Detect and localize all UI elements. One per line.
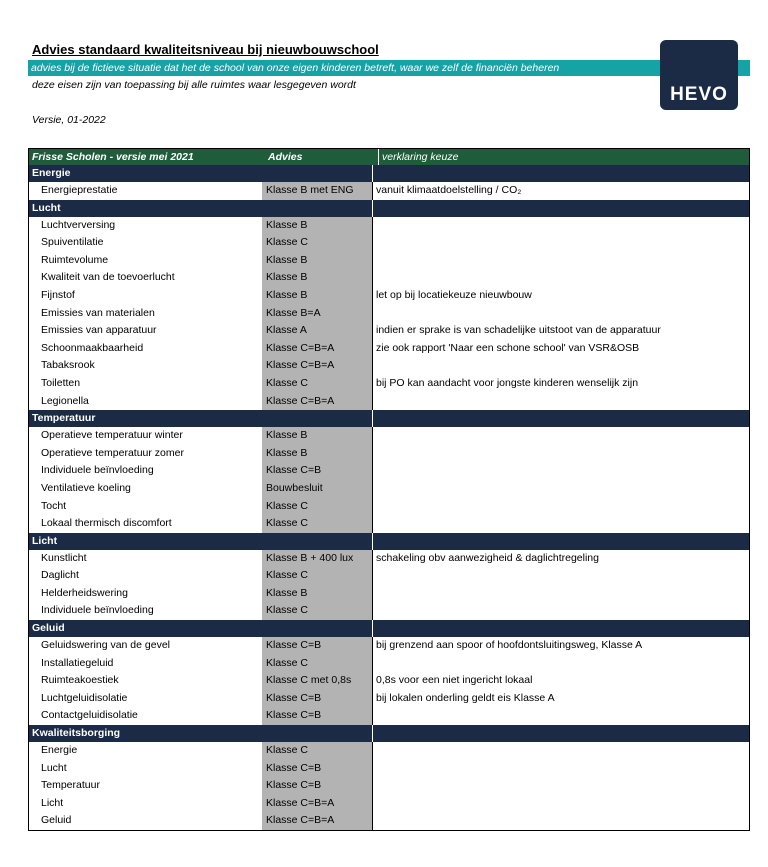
- advies-cell: Klasse C: [262, 234, 372, 252]
- section-spacer: [372, 620, 749, 637]
- advies-cell: Klasse C=B: [262, 637, 372, 655]
- verklaring-cell: [372, 445, 749, 463]
- table-row: [29, 602, 749, 620]
- table-row: [29, 217, 749, 235]
- section-spacer: [372, 165, 749, 182]
- verklaring-cell: schakeling obv aanwezigheid & daglichtregeling: [372, 550, 749, 568]
- section-header: [29, 165, 749, 182]
- table-row: [29, 795, 749, 813]
- verklaring-cell: [372, 269, 749, 287]
- advies-cell: Klasse C: [262, 742, 372, 760]
- advies-cell: Klasse C=B=A: [262, 340, 372, 358]
- table-row: [29, 480, 749, 498]
- table-row: [29, 462, 749, 480]
- criterion-cell: Toiletten: [41, 376, 81, 389]
- hevo-logo: HEVO: [660, 40, 738, 110]
- table-row: [29, 777, 749, 795]
- table-row: [29, 357, 749, 375]
- advies-cell: Klasse B: [262, 427, 372, 445]
- table-row: [29, 567, 749, 585]
- advies-cell: Klasse C=B: [262, 462, 372, 480]
- verklaring-cell: [372, 742, 749, 760]
- section-title: Geluid: [32, 622, 65, 635]
- verklaring-cell: [372, 393, 749, 411]
- table-header: [29, 149, 749, 165]
- verklaring-cell: [372, 585, 749, 603]
- section-header: [29, 620, 749, 637]
- criterion-cell: Legionella: [41, 394, 89, 407]
- verklaring-cell: [372, 567, 749, 585]
- verklaring-cell: 0,8s voor een niet ingericht lokaal: [372, 672, 749, 690]
- criterion-cell: Energie: [41, 744, 78, 757]
- table-row: [29, 182, 749, 200]
- verklaring-cell: [372, 305, 749, 323]
- advies-cell: Klasse B: [262, 252, 372, 270]
- section-title: Energie: [32, 167, 71, 179]
- advies-cell: Klasse B: [262, 217, 372, 235]
- verklaring-cell: [372, 357, 749, 375]
- advies-cell: Klasse C=B=A: [262, 812, 372, 830]
- verklaring-cell: [372, 812, 749, 830]
- criterion-cell: Lokaal thermisch discomfort: [41, 517, 172, 530]
- criterion-cell: Emissies van materialen: [41, 306, 155, 319]
- advies-cell: Klasse C=B: [262, 690, 372, 708]
- verklaring-cell: [372, 252, 749, 270]
- verklaring-cell: [372, 655, 749, 673]
- verklaring-cell: [372, 234, 749, 252]
- criterion-cell: Lucht: [41, 761, 67, 774]
- table-row: [29, 445, 749, 463]
- section-header: [29, 533, 749, 550]
- advies-cell: Klasse C: [262, 655, 372, 673]
- scope-note: deze eisen zijn van toepassing bij alle ruimtes waar lesgegeven wordt: [32, 79, 356, 91]
- criterion-cell: Ventilatieve koeling: [41, 481, 131, 494]
- teal-subtitle-bar: advies bij de fictieve situatie dat het de school van onze eigen kinderen betreft, waar we zelf de financiën beheren: [28, 60, 750, 76]
- criterion-cell: Ruimteakoestiek: [41, 674, 119, 687]
- advies-cell: Klasse B: [262, 269, 372, 287]
- verklaring-cell: let op bij locatiekeuze nieuwbouw: [372, 287, 749, 305]
- criterion-cell: Individuele beïnvloeding: [41, 464, 154, 477]
- table-row: [29, 287, 749, 305]
- table-row: [29, 322, 749, 340]
- verklaring-cell: [372, 217, 749, 235]
- advies-cell: Klasse C met 0,8s: [262, 672, 372, 690]
- table-row: [29, 742, 749, 760]
- table-row: [29, 760, 749, 778]
- table-row: [29, 252, 749, 270]
- criterion-cell: Schoonmaakbaarheid: [41, 341, 144, 354]
- section-spacer: [372, 725, 749, 742]
- table-row: [29, 707, 749, 725]
- criterion-cell: Geluid: [41, 814, 72, 827]
- table-row: [29, 269, 749, 287]
- verklaring-cell: [372, 480, 749, 498]
- section-header: [29, 200, 749, 217]
- verklaring-cell: [372, 760, 749, 778]
- section-spacer: [372, 410, 749, 427]
- table-row: [29, 585, 749, 603]
- table-row: [29, 305, 749, 323]
- advies-cell: Klasse B: [262, 445, 372, 463]
- advies-cell: Klasse C=B=A: [262, 795, 372, 813]
- advies-cell: Klasse C: [262, 375, 372, 393]
- section-header: [29, 725, 749, 742]
- table-row: [29, 375, 749, 393]
- criterion-cell: Tabaksrook: [41, 359, 95, 372]
- table-row: [29, 340, 749, 358]
- advies-cell: Klasse C=B=A: [262, 357, 372, 375]
- column-header-item: Frisse Scholen - versie mei 2021: [32, 151, 194, 163]
- advies-cell: Klasse C=B: [262, 777, 372, 795]
- advies-cell: Klasse B met ENG: [262, 182, 372, 200]
- criterion-cell: Luchtgeluidisolatie: [41, 691, 128, 704]
- advies-cell: Klasse A: [262, 322, 372, 340]
- advies-cell: Klasse B: [262, 287, 372, 305]
- criterion-cell: Individuele beïnvloeding: [41, 604, 154, 617]
- verklaring-cell: [372, 777, 749, 795]
- table-row: [29, 427, 749, 445]
- criterion-cell: Helderheidswering: [41, 586, 128, 599]
- table-row: [29, 393, 749, 411]
- section-title: Temperatuur: [32, 412, 96, 425]
- criterion-cell: Installatiegeluid: [41, 656, 114, 669]
- section-header: [29, 410, 749, 427]
- table-row: [29, 515, 749, 533]
- criterion-cell: Tocht: [41, 499, 67, 512]
- verklaring-cell: [372, 602, 749, 620]
- table-row: [29, 498, 749, 516]
- criterion-cell: Operatieve temperatuur winter: [41, 429, 183, 442]
- verklaring-cell: [372, 427, 749, 445]
- advies-cell: Klasse C=B: [262, 707, 372, 725]
- advies-cell: Klasse C: [262, 567, 372, 585]
- advies-cell: Klasse C: [262, 515, 372, 533]
- verklaring-cell: bij lokalen onderling geldt eis Klasse A: [372, 690, 749, 708]
- criterion-cell: Contactgeluidisolatie: [41, 709, 138, 722]
- section-title: Lucht: [32, 201, 61, 214]
- criterion-cell: Energieprestatie: [41, 184, 118, 196]
- verklaring-cell: [372, 462, 749, 480]
- table-row: [29, 637, 749, 655]
- criterion-cell: Kunstlicht: [41, 551, 87, 564]
- criterion-cell: Geluidswering van de gevel: [41, 639, 170, 652]
- verklaring-cell: zie ook rapport 'Naar een schone school' van VSR&OSB: [372, 340, 749, 358]
- criterion-cell: Daglicht: [41, 569, 79, 582]
- table-row: [29, 672, 749, 690]
- advies-cell: Klasse B + 400 lux: [262, 550, 372, 568]
- table-row: [29, 812, 749, 830]
- verklaring-cell: [372, 515, 749, 533]
- verklaring-cell: [372, 498, 749, 516]
- verklaring-cell: [372, 795, 749, 813]
- verklaring-cell: vanuit klimaatdoelstelling / CO₂: [372, 182, 749, 200]
- advies-cell: Bouwbesluit: [262, 480, 372, 498]
- section-spacer: [372, 533, 749, 550]
- advies-cell: Klasse B=A: [262, 305, 372, 323]
- column-header-verklaring: verklaring keuze: [378, 149, 749, 165]
- advies-cell: Klasse B: [262, 585, 372, 603]
- advies-cell: Klasse C=B=A: [262, 393, 372, 411]
- criterion-cell: Spuiventilatie: [41, 236, 104, 249]
- criterion-cell: Operatieve temperatuur zomer: [41, 446, 184, 459]
- table-body: [29, 165, 749, 830]
- advies-cell: Klasse C=B: [262, 760, 372, 778]
- verklaring-cell: [372, 707, 749, 725]
- criterion-cell: Kwaliteit van de toevoerlucht: [41, 271, 175, 284]
- section-title: Licht: [32, 534, 58, 547]
- column-header-advies: Advies: [268, 151, 303, 163]
- table-row: [29, 655, 749, 673]
- criterion-cell: Licht: [41, 796, 64, 809]
- criterion-cell: Temperatuur: [41, 779, 100, 792]
- advies-cell: Klasse C: [262, 602, 372, 620]
- section-spacer: [372, 200, 749, 217]
- version-label: Versie, 01-2022: [32, 114, 106, 126]
- criterion-cell: Ruimtevolume: [41, 253, 109, 266]
- table-row: [29, 690, 749, 708]
- criterion-cell: Fijnstof: [41, 288, 75, 301]
- verklaring-cell: bij PO kan aandacht voor jongste kinderen wenselijk zijn: [372, 375, 749, 393]
- table-row: [29, 550, 749, 568]
- verklaring-cell: bij grenzend aan spoor of hoofdontsluitingsweg, Klasse A: [372, 637, 749, 655]
- page-title: Advies standaard kwaliteitsniveau bij nieuwbouwschool: [32, 42, 379, 57]
- criterion-cell: Emissies van apparatuur: [41, 324, 157, 337]
- advies-cell: Klasse C: [262, 498, 372, 516]
- section-title: Kwaliteitsborging: [32, 727, 121, 740]
- criterion-cell: Luchtverversing: [41, 218, 116, 231]
- table-row: [29, 234, 749, 252]
- verklaring-cell: indien er sprake is van schadelijke uitstoot van de apparatuur: [372, 322, 749, 340]
- advice-table: [28, 148, 750, 831]
